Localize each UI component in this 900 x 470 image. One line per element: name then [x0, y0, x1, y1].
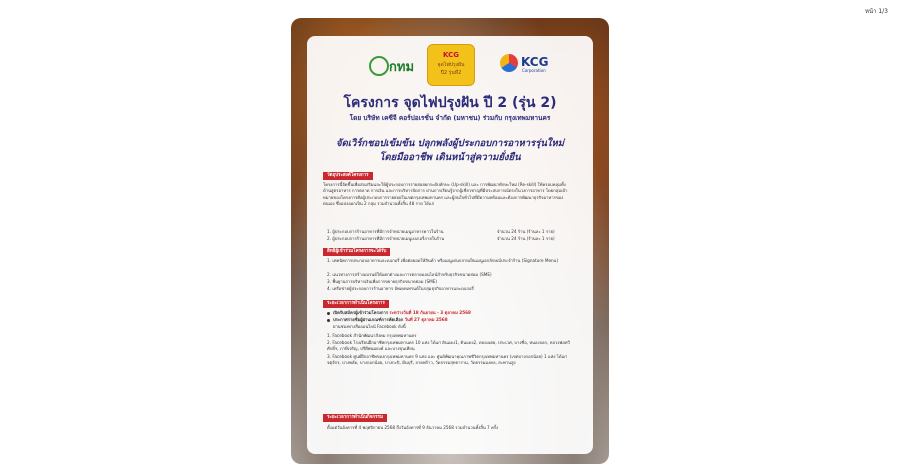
project-subtitle: โดย บริษัท เคซีจี คอร์ปอเรชั่น จำกัด (มหาชน) ร่วมกับ กรุงเทพมหานคร — [349, 114, 551, 122]
headline-line-1: จัดเวิร์กชอปเข้มข้น ปลุกพลังผู้ประกอบการอาหารรุ่นใหม่ — [336, 138, 564, 149]
channel-item: 3. Facebook ศูนย์ฝึกอาชีพของกรุงเทพมหานคร 9 แห่ง และ ศูนย์พัฒนาคุณภาพชีวิตกรุงเทพมหานคร (เขตบางกอกน้อย) 1 แห่ง ได้แก่ จตุจักร, บางพลัด, บางกอกน้อย, บางกะปิ, มีนบุรี, ลาดพร้าว, วัดธรรมสุทธาราม, วัดธรรมมงคล, สะพานสูง — [327, 354, 567, 366]
benefit-item: 3. พื้นฐานการบริหารเงินเพื่อการขยายธุรกิจขนาดย่อม (SME) — [327, 279, 438, 284]
section-heading-timeline: ระยะเวลาการดำเนินโครงการ — [323, 300, 389, 308]
group-label: 1. ผู้ประกอบการร้านอาหารที่มีการจำหน่ายเมนูอาหารคาวในร้าน — [327, 229, 444, 234]
announce-date: วันที่ 27 ตุลาคม 2568 — [404, 317, 448, 322]
group-amount: จำนวน 24 ร้าน (ร้านละ 1 ราย) — [497, 229, 555, 234]
project-logo-line1: จุดไฟปรุงฝัน — [437, 62, 465, 68]
announce-label: ประกาศรายชื่อผู้ผ่านเกณฑ์การคัดเลือก — [333, 317, 404, 322]
group-amount: จำนวน 24 ร้าน (ร้านละ 1 ราย) — [497, 236, 555, 241]
activity-text: ตั้งแต่วันอังคารที่ 4 พฤศจิกายน 2568 ถึงวันอังคารที่ 9 ธันวาคม 2568 รวมจำนวนทั้งสิ้น 7 ครั้ง — [327, 425, 499, 430]
page-label: หน้า 1/3 — [865, 8, 888, 15]
poster — [291, 18, 609, 464]
project-logo — [427, 44, 475, 86]
announce-period — [327, 317, 573, 323]
headline-line-2: โดยมืออาชีพ เดินหน้าสู่ความยั่งยืน — [379, 152, 521, 163]
bullet-icon — [327, 319, 330, 322]
project-title: โครงการ จุดไฟปรุงฝัน ปี 2 (รุ่น 2) — [343, 95, 557, 111]
project-logo-brand: KCG — [443, 51, 459, 59]
objective-text: โครงการนี้จัดขึ้นเพื่อส่งเสริมและให้ผู้ประกอบการรายย่อยยกระดับทักษะ (Up-skill) และ การพัฒนาทักษะใหม่ (Re-skill) ให้ครอบคลุมทั้งด้านสูตรอาหาร การตลาด การเงิน และการบริหารจัดการ ผ่านการเรียนรู้จากผู้เชี่ยวชาญที่มีประสบการณ์ตรงในวงการอาหาร โดยกลุ่มเป้าหมายของโครงการคือผู้ประกอบการรายย่อยในเขตกรุงเทพมหานคร และผู้สนใจทั่วไปที่มีความพร้อมและต้องการพัฒนาธุรกิจอาหารของตนเอง ซึ่งแบ่งออกเป็น 2 กลุ่ม รวมจำนวนทั้งสิ้น 48 ราย ได้แก่ — [323, 182, 568, 207]
kcg-logo-sub: Corporation — [522, 68, 546, 73]
apply-period — [327, 310, 573, 316]
benefit-item: 2. แนวทางการสร้างแบรนด์ให้แตกต่างและการตลาดออนไลน์สำหรับธุรกิจขนาดย่อม (SME) — [327, 272, 492, 277]
channels-intro: ผ่านช่องทางสื่อออนไลน์ Facebook ดังนี้ — [333, 324, 406, 329]
benefit-item: 1. เทคนิคการประกอบอาหารและเบเกอรี่ เพื่อต่อยอดให้สินค้า หรือเมนูเด่นกลายเป็นเมนูเอกลักษณ์ประจำร้าน (Signature Menu) — [327, 258, 558, 263]
section-heading-activity: ระยะเวลาการดำเนินกิจกรรม — [323, 414, 387, 422]
group-row — [327, 235, 555, 242]
bkk-logo-text: กทม — [389, 60, 415, 75]
apply-date: ระหว่างวันที่ 18 กันยายน - 3 ตุลาคม 2568 — [389, 310, 471, 315]
bkk-seal-icon — [369, 56, 389, 76]
poster-card — [307, 36, 593, 454]
kcg-mark-icon — [500, 54, 518, 72]
group-label: 2. ผู้ประกอบการร้านอาหารที่มีการจำหน่ายเมนูเบเกอรี่ภายในร้าน — [327, 236, 445, 241]
bullet-icon — [327, 312, 330, 315]
benefit-item: 4. เครือข่ายผู้ประกอบการร้านอาหาร อัพเดทเทรนด์ในกลุ่มธุรกิจอาหารและเบเกอรี่ — [327, 286, 474, 291]
kcg-logo-text: KCG — [521, 55, 549, 69]
group-row — [327, 228, 555, 235]
apply-label: เปิดรับสมัครผู้เข้าร่วมโครงการ — [333, 310, 389, 315]
channel-item: 2. Facebook โรงเรียนฝึกอาชีพกรุงเทพมหานคร 10 แห่ง ได้แก่ ดินแดง1, ดินแดง2, คลองเตย, ประเวศ, บางซื่อ, หนองจอก, หลวงพ่อทวีศักดิ์ฯ, ภาษีเจริญ, ปรีดีพนมยงค์ และบางขุนเทียน — [327, 340, 570, 352]
logo-row — [307, 42, 593, 86]
section-heading-benefits: สิทธิผู้เข้าร่วมโครงการจะได้รับ — [323, 248, 390, 256]
objective-paragraph — [323, 182, 573, 208]
project-logo-line2: ปี2 รุ่นที่2 — [440, 70, 462, 76]
channel-item: 1. Facebook สำนักพัฒนาสังคม กรุงเทพมหานคร — [327, 333, 417, 338]
section-heading-objective: วัตถุประสงค์โครงการ — [323, 172, 373, 180]
